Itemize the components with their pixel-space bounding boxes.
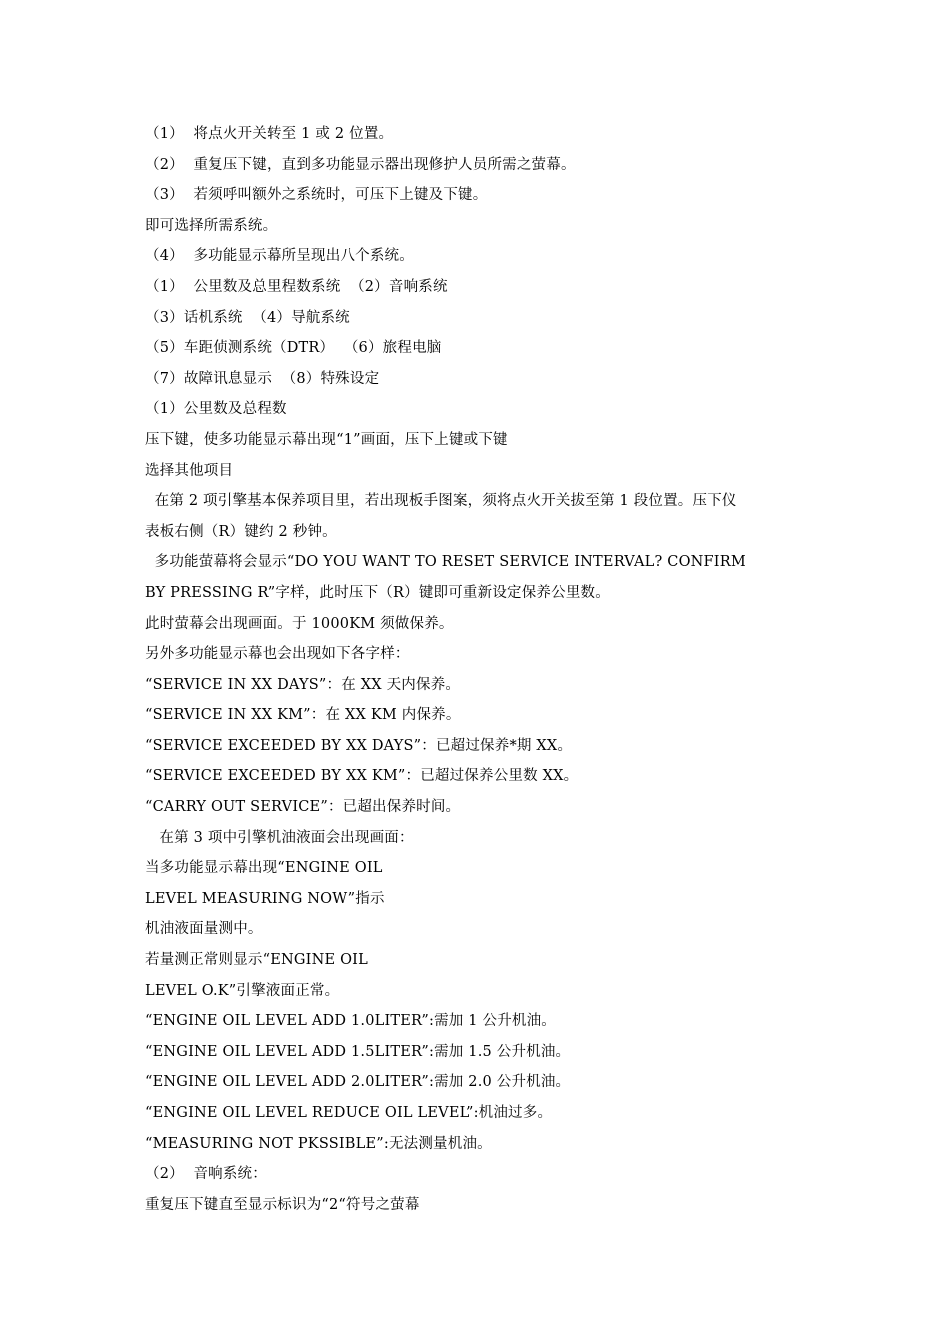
text-line: 若量测正常则显示“ENGINE OIL — [145, 952, 368, 969]
text-line: 重复压下键直至显示标识为“2“符号之萤幕 — [145, 1196, 420, 1213]
text-line: 压下键，使多功能显示幕出现“1”画面，压下上键或下键 — [145, 431, 508, 448]
text-line: 多功能萤幕将会显示“DO YOU WANT TO RESET SERVICE INTERVAL? CONFIRM — [145, 554, 746, 571]
text-line: LEVEL O.K”引擎液面正常。 — [145, 982, 340, 999]
text-line: “ENGINE OIL LEVEL ADD 2.0LITER”:需加 2.0 公升机油。 — [145, 1074, 571, 1091]
document-page — [145, 119, 825, 1220]
text-line: 另外多功能显示幕也会出现如下各字样： — [145, 646, 410, 663]
text-line: “ENGINE OIL LEVEL ADD 1.0LITER”:需加 1 公升机油。 — [145, 1013, 557, 1030]
text-line: （1）公里数及总程数 — [145, 401, 287, 418]
text-line: 表板右侧（R）键约 2 秒钟。 — [145, 523, 337, 540]
text-line: “ENGINE OIL LEVEL ADD 1.5LITER”:需加 1.5 公升机油。 — [145, 1043, 571, 1060]
text-line: BY PRESSING R”字样，此时压下（R）键即可重新设定保养公里数。 — [145, 584, 610, 601]
text-line: （2） 音响系统： — [145, 1166, 267, 1183]
text-line: “CARRY OUT SERVICE”：已超出保养时间。 — [145, 799, 461, 816]
text-line: “SERVICE IN XX KM”：在 XX KM 内保养。 — [145, 707, 461, 724]
text-line: 机油液面量测中。 — [145, 921, 263, 938]
text-line: （1） 公里数及总里程数系统 （2）音响系统 — [145, 278, 448, 295]
text-line: 在第 2 项引擎基本保养项目里，若出现板手图案，须将点火开关拔至第 1 段位置。压下仪 — [145, 493, 737, 510]
text-line: LEVEL MEASURING NOW”指示 — [145, 890, 385, 907]
text-line: “MEASURING NOT PKSSIBLE”:无法测量机油。 — [145, 1135, 492, 1152]
text-line: （2） 重复压下键，直到多功能显示器出现修护人员所需之萤幕。 — [145, 156, 576, 173]
text-line: （4） 多功能显示幕所呈现出八个系统。 — [145, 248, 414, 265]
text-line: （1） 将点火开关转至 1 或 2 位置。 — [145, 126, 394, 142]
text-line: 选择其他项目 — [145, 462, 234, 479]
text-line: “ENGINE OIL LEVEL REDUCE OIL LEVEL”:机油过多。 — [145, 1105, 553, 1121]
text-line: “SERVICE EXCEEDED BY XX KM”：已超过保养公里数 XX。 — [145, 768, 579, 785]
text-line: （3） 若须呼叫额外之系统时，可压下上键及下键。 — [145, 187, 488, 204]
text-line: “SERVICE EXCEEDED BY XX DAYS”：已超过保养*期 XX。 — [145, 737, 573, 754]
text-line: 此时萤幕会出现画面。于 1000KM 须做保养。 — [145, 615, 454, 632]
text-line: （7）故障讯息显示 （8）特殊设定 — [145, 370, 380, 387]
text-line: （5）车距侦测系统（DTR） （6）旅程电脑 — [145, 340, 442, 357]
text-line: （3）话机系统 （4）导航系统 — [145, 309, 350, 326]
text-line: 在第 3 项中引擎机油液面会出现画面： — [145, 829, 414, 846]
text-line: 即可选择所需系统。 — [145, 217, 278, 234]
text-line: “SERVICE IN XX DAYS”：在 XX 天内保养。 — [145, 676, 461, 693]
text-line: 当多功能显示幕出现“ENGINE OIL — [145, 860, 383, 877]
